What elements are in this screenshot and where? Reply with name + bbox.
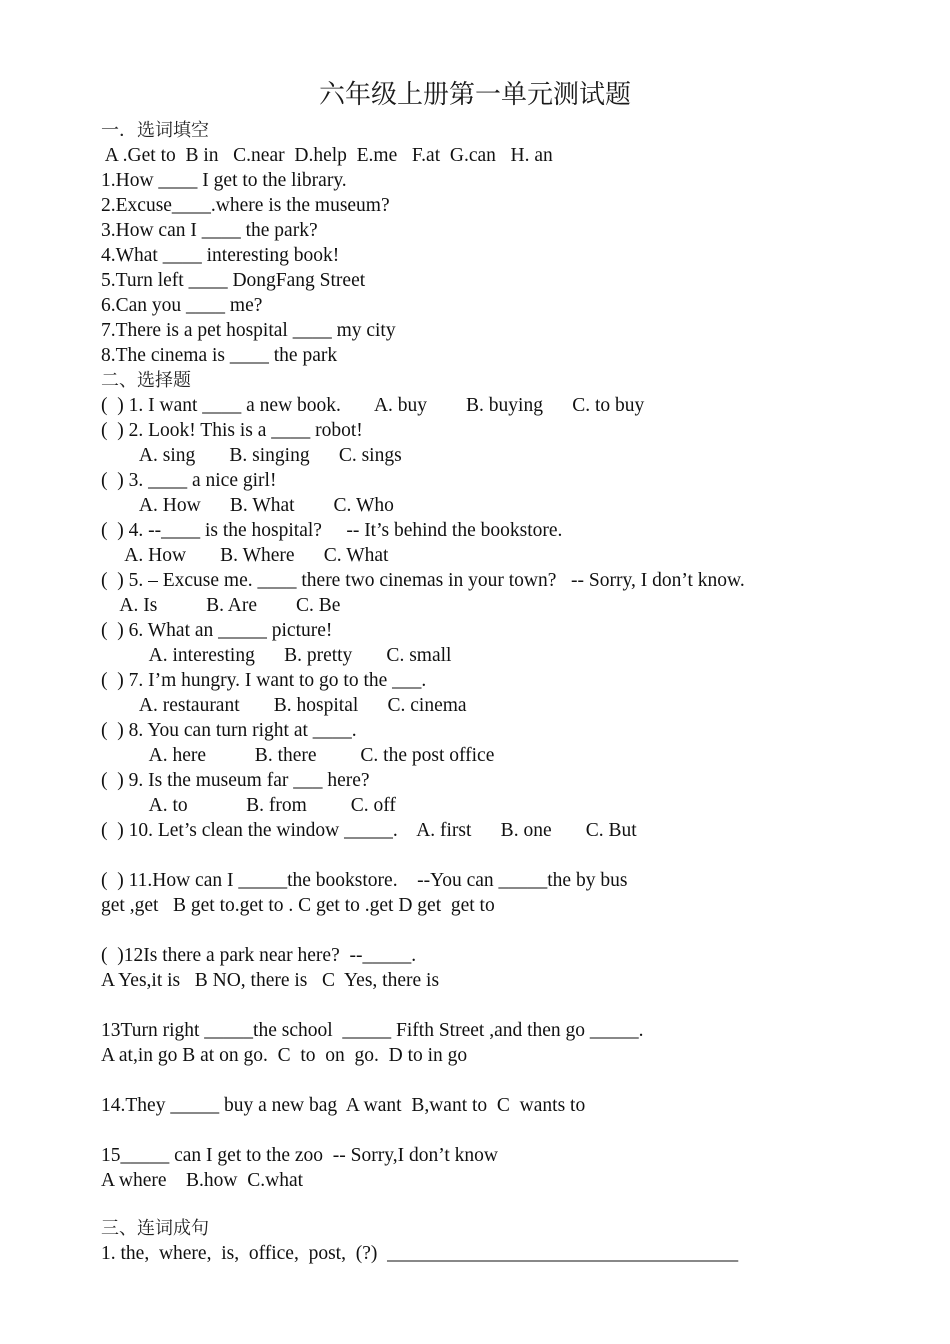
answer-options-line: A. sing B. singing C. sings	[101, 445, 402, 466]
fill-blank-item: 4.What ____ interesting book!	[101, 245, 340, 266]
question-line: ( ) 3. ____ a nice girl!	[101, 470, 277, 491]
answer-options-line: A at,in go B at on go. C to on go. D to in go	[101, 1045, 468, 1066]
question-line: ( ) 10. Let’s clean the window _____. A. first B. one C. But	[101, 820, 637, 841]
answer-options-line: A. How B. Where C. What	[101, 545, 389, 566]
section-three-heading: 三、连词成句	[101, 1218, 209, 1239]
question-line: 13Turn right _____the school _____ Fifth Street ,and then go _____.	[101, 1020, 644, 1041]
question-line: ( )12Is there a park near here? --_____.	[101, 945, 417, 966]
answer-options-line: A. interesting B. pretty C. small	[101, 645, 452, 666]
answer-options-line: A Yes,it is B NO, there is C Yes, there is	[101, 970, 440, 991]
question-line: ( ) 5. – Excuse me. ____ there two cinemas in your town? -- Sorry, I don’t know.	[101, 570, 745, 591]
answer-options-line: A. to B. from C. off	[101, 795, 396, 816]
question-line: ( ) 4. --____ is the hospital? -- It’s behind the bookstore.	[101, 520, 563, 541]
question-line: ( ) 6. What an _____ picture!	[101, 620, 333, 641]
fill-blank-item: 2.Excuse____.where is the museum?	[101, 195, 390, 216]
page-title: 六年级上册第一单元测试题	[318, 80, 631, 110]
question-line: ( ) 9. Is the museum far ___ here?	[101, 770, 370, 791]
answer-options-line: A. Is B. Are C. Be	[101, 595, 341, 616]
question-line: ( ) 8. You can turn right at ____.	[101, 720, 357, 741]
sentence-order-item: 1. the, where, is, office, post, (?) ____________________________________	[101, 1243, 739, 1264]
answer-options-line: A. here B. there C. the post office	[101, 745, 495, 766]
fill-blank-item: 5.Turn left ____ DongFang Street	[101, 270, 366, 291]
section-two-heading: 二、选择题	[101, 370, 191, 391]
question-line: 14.They _____ buy a new bag A want B,want to C wants to	[101, 1095, 586, 1116]
word-bank: A .Get to B in C.near D.help E.me F.at G.can H. an	[101, 145, 553, 166]
fill-blank-item: 1.How ____ I get to the library.	[101, 170, 347, 191]
question-line: ( ) 7. I’m hungry. I want to go to the ___.	[101, 670, 427, 691]
answer-options-line: A. How B. What C. Who	[101, 495, 394, 516]
section-one-heading: 一．选词填空	[101, 120, 209, 141]
answer-options-line: A. restaurant B. hospital C. cinema	[101, 695, 467, 716]
answer-options-line: A where B.how C.what	[101, 1170, 304, 1191]
question-line: ( ) 2. Look! This is a ____ robot!	[101, 420, 363, 441]
answer-options-line: get ,get B get to.get to . C get to .get D get get to	[101, 895, 495, 916]
question-line: ( ) 1. I want ____ a new book. A. buy B. buying C. to buy	[101, 395, 645, 416]
fill-blank-item: 6.Can you ____ me?	[101, 295, 263, 316]
question-line: 15_____ can I get to the zoo -- Sorry,I don’t know	[101, 1145, 498, 1166]
fill-blank-item: 7.There is a pet hospital ____ my city	[101, 320, 396, 341]
fill-blank-item: 8.The cinema is ____ the park	[101, 345, 338, 366]
question-line: ( ) 11.How can I _____the bookstore. --You can _____the by bus	[101, 870, 628, 891]
fill-blank-item: 3.How can I ____ the park?	[101, 220, 318, 241]
